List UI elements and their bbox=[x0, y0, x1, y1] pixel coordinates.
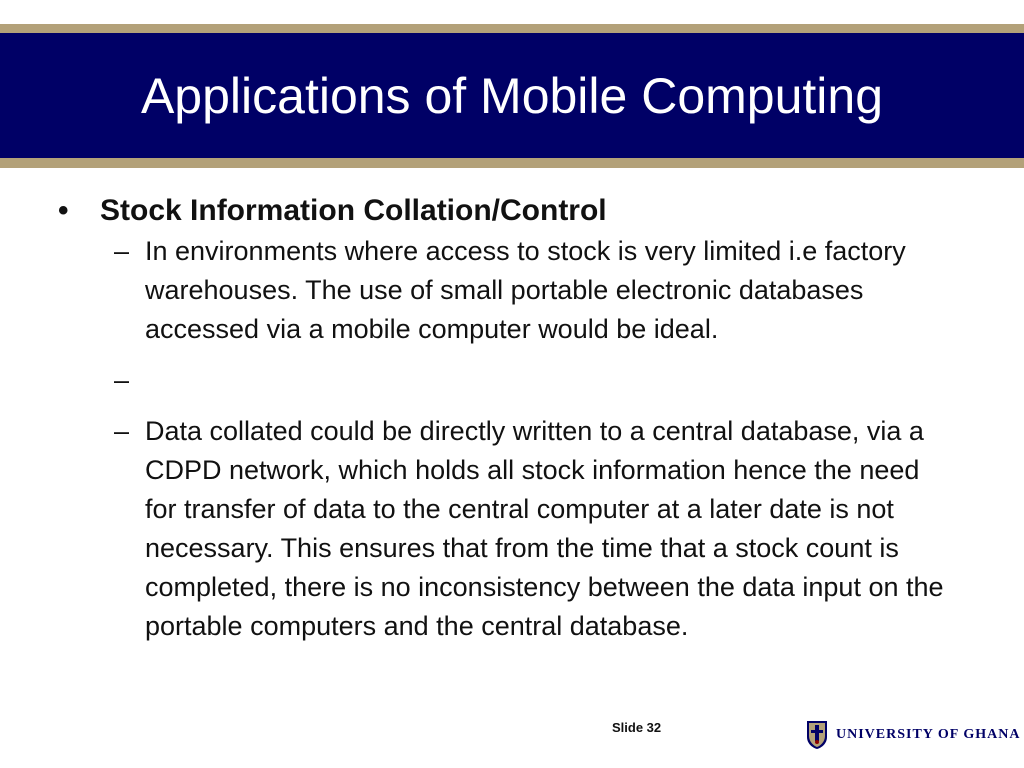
slide-title: Applications of Mobile Computing bbox=[140, 67, 884, 124]
bullet-dot-icon: • bbox=[58, 194, 69, 227]
slide-number: Slide 32 bbox=[612, 720, 662, 735]
dash-icon: – bbox=[114, 365, 130, 395]
title-bottom-rule bbox=[0, 158, 1024, 168]
university-crest-icon bbox=[806, 720, 828, 750]
university-logo bbox=[806, 720, 1020, 750]
bullet-item bbox=[56, 190, 976, 232]
sub-bullet-item bbox=[100, 232, 976, 349]
title-top-rule bbox=[0, 24, 1024, 33]
sub-bullet-item bbox=[100, 412, 976, 646]
dash-icon: – bbox=[114, 416, 130, 446]
sub-bullet-text: In environments where access to stock is very limited i.e factory warehouses. The use of small portable electronic databases accessed via a mobile computer would be ideal. bbox=[145, 236, 906, 344]
dash-icon: – bbox=[114, 236, 130, 266]
bullet-heading: Stock Information Collation/Control bbox=[100, 194, 607, 227]
sub-bullet-item bbox=[100, 361, 976, 400]
slide-body bbox=[56, 190, 976, 658]
sub-bullet-list bbox=[56, 232, 976, 646]
university-name: UNIVERSITY OF GHANA bbox=[836, 727, 1021, 742]
sub-bullet-text: Data collated could be directly written to a central database, via a CDPD network, which holds all stock information hence the need for transfer of data to the central computer at a later date is not necessary. This ensures that from the time that a stock count is completed, there is no inconsistency between the data input on the portable computers and the central database. bbox=[145, 416, 944, 641]
